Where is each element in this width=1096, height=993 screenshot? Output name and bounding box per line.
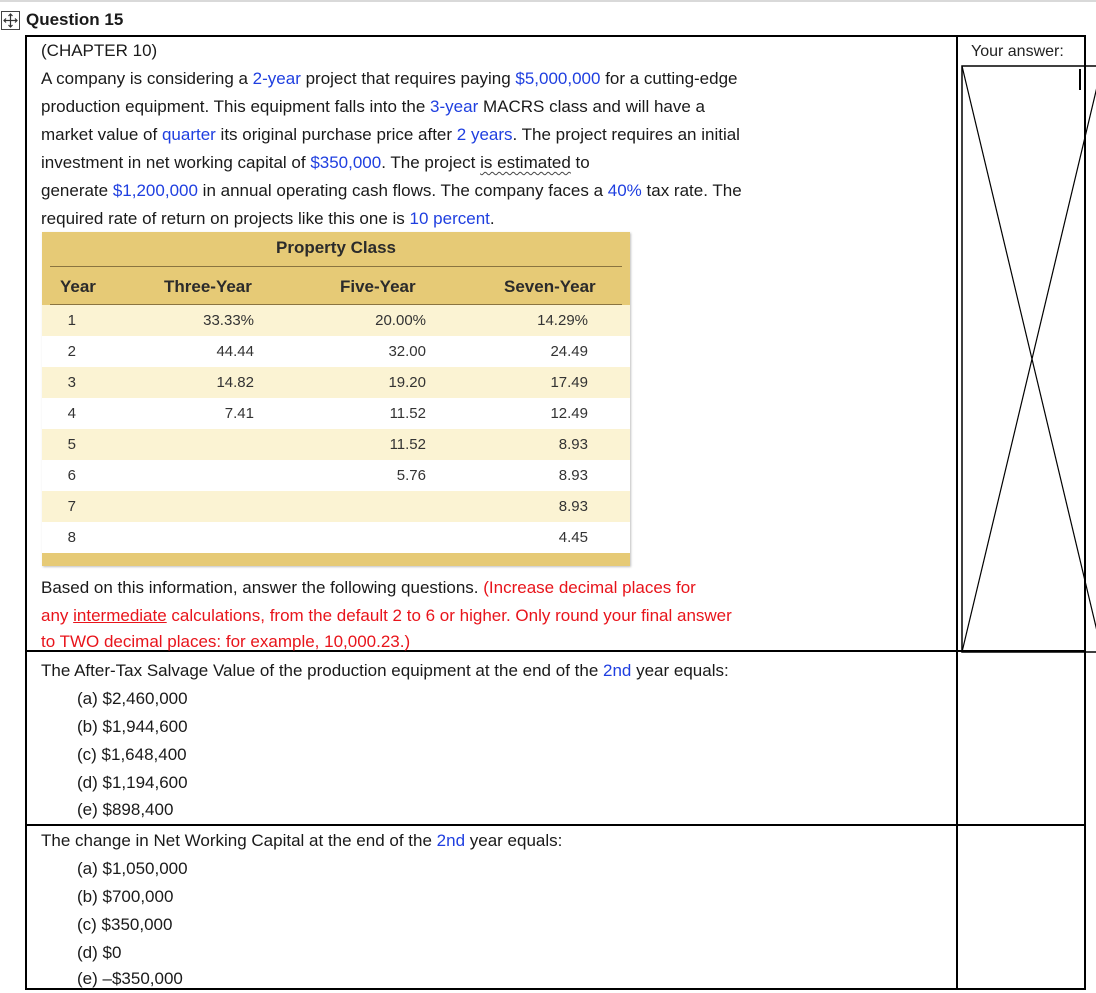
- highlight-text: $5,000,000: [515, 69, 601, 88]
- intro-text: A company is considering a: [41, 69, 253, 88]
- move-icon[interactable]: [1, 11, 20, 30]
- highlight-text: 2-year: [252, 69, 301, 88]
- highlight-text: 2nd: [603, 661, 632, 680]
- instructions-line-3: to TWO decimal places: for example, 10,000.23.): [41, 632, 411, 651]
- prompt-text: The change in Net Working Capital at the end of the: [41, 831, 437, 850]
- intro-line-6: [41, 205, 495, 233]
- table-row: [42, 491, 630, 522]
- instructions-line-1: [41, 574, 696, 602]
- intro-line-5: [41, 177, 742, 205]
- macrs-rows: [42, 305, 630, 553]
- x-mark-icon: [961, 65, 1096, 653]
- table-cell: 11.52: [389, 405, 426, 422]
- instructions-text: Based on this information, answer the following questions.: [41, 578, 484, 597]
- table-cell: 8: [67, 529, 76, 546]
- instructions-note: intermediate: [73, 606, 167, 625]
- macrs-table-title: Property Class: [276, 238, 396, 257]
- q2-choice-b: (b) $700,000: [77, 887, 174, 906]
- chapter-label: (CHAPTER 10): [41, 41, 158, 60]
- spellcheck-text: is estimated: [480, 153, 571, 172]
- highlight-text: $350,000: [310, 153, 382, 172]
- intro-text: in annual operating cash flows. The company faces a: [197, 181, 608, 200]
- table-cell: 12.49: [550, 405, 588, 422]
- table-row: [42, 336, 630, 367]
- instructions-note: calculations, from the default 2 to 6 or higher. Only round your final answer: [166, 606, 732, 625]
- intro-text: . The project: [381, 153, 481, 172]
- intro-text: market value of: [41, 125, 162, 144]
- instructions-note: (Increase decimal places for: [483, 578, 696, 597]
- intro-text: generate: [41, 181, 113, 200]
- top-border: [0, 0, 1096, 2]
- table-row: [42, 460, 630, 491]
- table-cell: 14.82: [216, 374, 254, 391]
- intro-line-2: [41, 93, 705, 121]
- q2-choice-e: (e) –$350,000: [77, 969, 183, 988]
- answer-input-q1[interactable]: [958, 652, 1086, 824]
- intro-line-4: [41, 149, 590, 177]
- table-row: [42, 398, 630, 429]
- table-cell: 7.41: [224, 405, 254, 422]
- answer-input-q2[interactable]: [958, 826, 1086, 988]
- header-year: Year: [60, 277, 96, 296]
- intro-text: to: [570, 153, 590, 172]
- table-cell: 17.49: [550, 374, 588, 391]
- table-cell: 8.93: [558, 498, 588, 515]
- answer-column-header: Your answer:: [971, 43, 1064, 60]
- table-rule: [50, 266, 622, 267]
- highlight-text: 2 years: [456, 125, 513, 144]
- row-divider: [27, 824, 1084, 826]
- intro-line-3: [41, 121, 740, 149]
- table-cell: 8.93: [558, 467, 588, 484]
- table-cell: 19.20: [388, 374, 426, 391]
- table-cell: 44.44: [216, 343, 254, 360]
- table-cell: 14.29%: [537, 312, 588, 329]
- intro-text: .: [489, 209, 495, 228]
- header-seven-year: Seven-Year: [504, 277, 596, 296]
- intro-text: required rate of return on projects like this one is: [41, 209, 410, 228]
- intro-text: investment in net working capital of: [41, 153, 311, 172]
- table-cell: 20.00%: [375, 312, 426, 329]
- table-row: [42, 305, 630, 336]
- table-cell: 7: [67, 498, 76, 515]
- intro-text: production equipment. This equipment falls into the: [41, 97, 431, 116]
- table-cell: 2: [67, 343, 76, 360]
- instructions-line-2: [41, 602, 732, 630]
- header-three-year: Three-Year: [164, 277, 252, 296]
- table-cell: 4: [67, 405, 76, 422]
- table-cell: 1: [67, 312, 76, 329]
- table-cell: 5: [67, 436, 76, 453]
- intro-text: . The project requires an initial: [512, 125, 740, 144]
- q1-choice-a: (a) $2,460,000: [77, 689, 188, 708]
- highlight-text: $1,200,000: [112, 181, 198, 200]
- highlight-text: 2nd: [436, 831, 466, 850]
- q2-choice-d: (d) $0: [77, 943, 122, 962]
- intro-text: MACRS class and will have a: [478, 97, 705, 116]
- question-title: Question 15: [26, 10, 124, 29]
- intro-line-1: [41, 65, 738, 93]
- intro-text: tax rate. The: [641, 181, 742, 200]
- macrs-table: [42, 232, 630, 566]
- q1-choice-d: (d) $1,194,600: [77, 773, 188, 792]
- intro-text: its original purchase price after: [215, 125, 457, 144]
- table-cell: 24.49: [550, 343, 588, 360]
- text-cursor: [1079, 69, 1081, 90]
- table-cell: 3: [67, 374, 76, 391]
- prompt-text: The After-Tax Salvage Value of the production equipment at the end of the: [41, 661, 603, 680]
- highlight-text: 10 percent: [409, 209, 490, 228]
- table-cell: 6: [67, 467, 76, 484]
- table-cell: 32.00: [388, 343, 426, 360]
- q1-choice-e: (e) $898,400: [77, 800, 174, 819]
- table-cell: 5.76: [396, 467, 426, 484]
- intro-text: project that requires paying: [300, 69, 516, 88]
- table-cell: 11.52: [389, 436, 426, 453]
- prompt-text: year equals:: [465, 831, 563, 850]
- highlight-text: 40%: [607, 181, 642, 200]
- q2-prompt: [41, 827, 562, 855]
- q2-choice-c: (c) $350,000: [77, 915, 173, 934]
- table-row: [42, 429, 630, 460]
- table-row: [42, 522, 630, 553]
- table-cell: 33.33%: [203, 312, 254, 329]
- table-cell: 4.45: [558, 529, 588, 546]
- intro-text: for a cutting-edge: [600, 69, 738, 88]
- q1-choice-b: (b) $1,944,600: [77, 717, 188, 736]
- q1-choice-c: (c) $1,648,400: [77, 745, 187, 764]
- table-row: [42, 367, 630, 398]
- instructions-note: any: [41, 606, 74, 625]
- header-five-year: Five-Year: [340, 277, 416, 296]
- highlight-text: 3-year: [430, 97, 479, 116]
- highlight-text: quarter: [161, 125, 216, 144]
- prompt-text: year equals:: [631, 661, 729, 680]
- table-cell: 8.93: [558, 436, 588, 453]
- q1-prompt: [41, 657, 729, 685]
- q2-choice-a: (a) $1,050,000: [77, 859, 188, 878]
